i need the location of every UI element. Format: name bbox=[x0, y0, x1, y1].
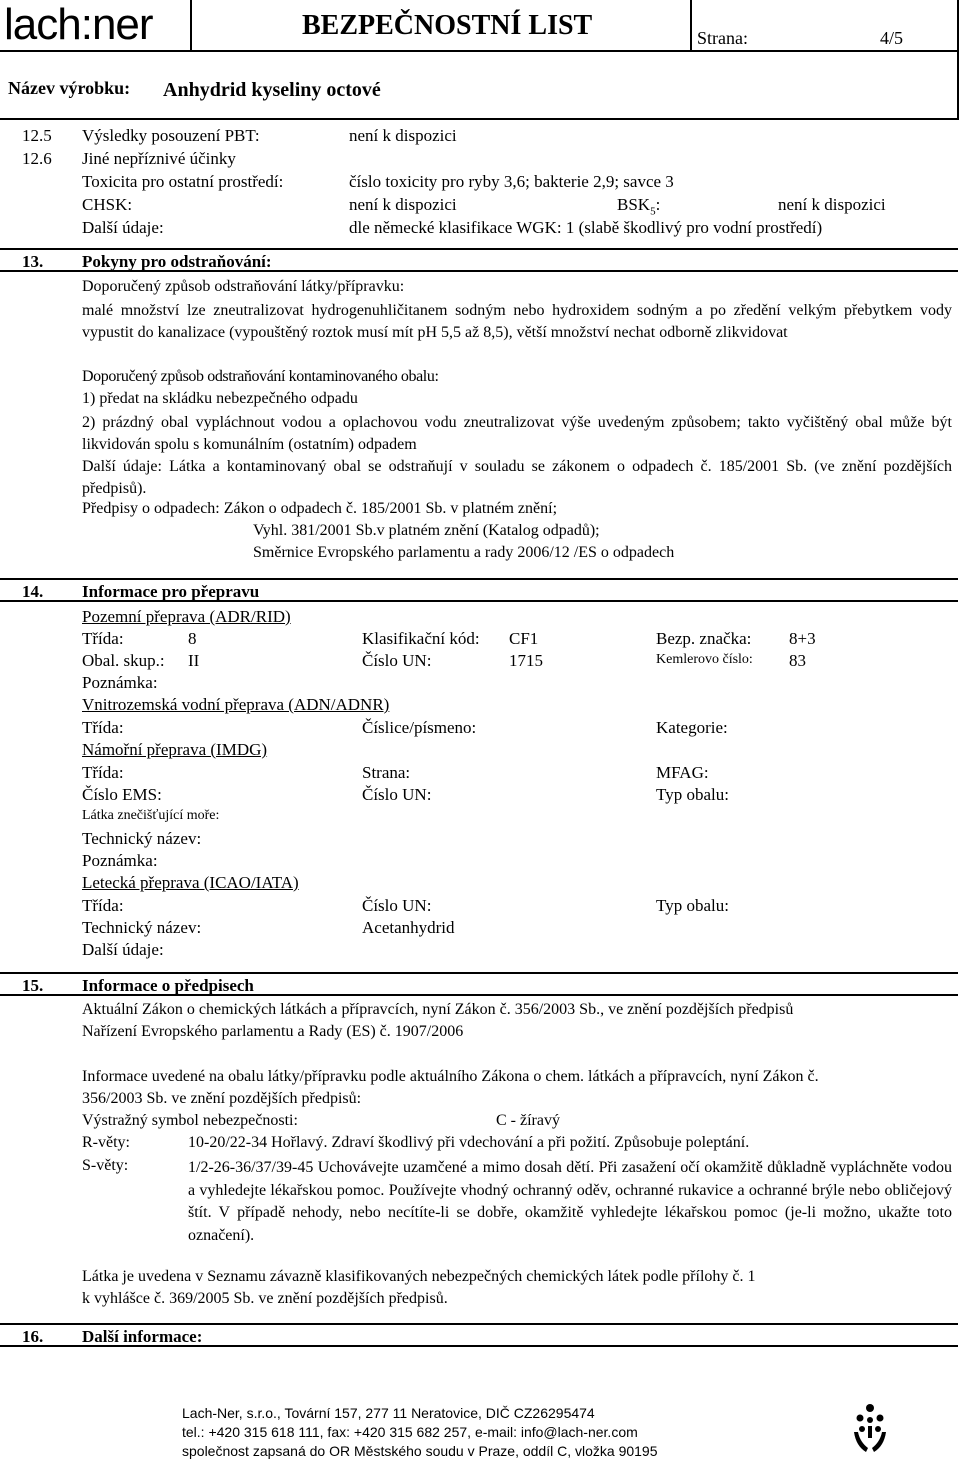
icao-un-label: Číslo UN: bbox=[362, 896, 432, 915]
footer-company-address: Lach-Ner, s.r.o., Tovární 157, 277 11 Neratovice, DIČ CZ26295474 bbox=[182, 1405, 595, 1421]
s12-6-label: Jiné nepříznivé účinky bbox=[82, 149, 236, 168]
adr-un-label: Číslo UN: bbox=[362, 651, 432, 670]
icao-title: Letecká přeprava (ICAO/IATA) bbox=[82, 873, 299, 892]
chsk-value: není k dispozici bbox=[349, 195, 457, 214]
s15-list-line2: k vyhlášce č. 369/2005 Sb. ve znění pozdějších předpisů. bbox=[82, 1290, 448, 1307]
adr-safety-label: Bezp. značka: bbox=[656, 629, 752, 648]
bsk-label bbox=[617, 195, 660, 218]
imdg-page-label: Strana: bbox=[362, 763, 411, 782]
bsk-value: není k dispozici bbox=[778, 195, 886, 214]
imdg-technical-name-label: Technický název: bbox=[82, 829, 202, 848]
r-phrases-value: 10-20/22-34 Hořlavý. Zdraví škodlivý při vdechování a při požití. Způsobuje poleptání. bbox=[188, 1134, 750, 1151]
section-16-number: 16. bbox=[22, 1327, 44, 1346]
product-bottom-rule bbox=[0, 118, 959, 120]
imdg-un-label: Číslo UN: bbox=[362, 785, 432, 804]
imdg-marine-pollutant-label: Látka znečišťující moře: bbox=[82, 808, 220, 823]
s13-decree: Vyhl. 381/2001 Sb.v platném znění (Katalog odpadů); bbox=[253, 522, 600, 539]
hazard-symbol-label: Výstražný symbol nebezpečnosti: bbox=[82, 1112, 298, 1129]
s12-5-label: Výsledky posouzení PBT: bbox=[82, 126, 260, 145]
section-13-number: 13. bbox=[22, 252, 44, 271]
s15-label-info-line1: Informace uvedené na obalu látky/přípravku podle aktuálního Zákona o chem. látkách a přípravcích, nyní Zákon č. bbox=[82, 1068, 819, 1085]
s13-substance-disposal-text: malé množství lze zneutralizovat hydrogenuhličitanem sodným nebo hydroxidem sodným a po zředění velkým přebytkem vody vypustit do kanalizace (vypouštěný roztok musí mít pH 5,5 až 8,5), větší množství nechat odborně zlikvidovat bbox=[82, 302, 952, 341]
adr-class-label: Třída: bbox=[82, 629, 124, 648]
product-name: Anhydrid kyseliny octové bbox=[163, 79, 381, 101]
section-14-number: 14. bbox=[22, 582, 44, 601]
adn-class-label: Třída: bbox=[82, 718, 124, 737]
toxicity-value: číslo toxicity pro ryby 3,6; bakterie 2,9; savce 3 bbox=[349, 172, 674, 191]
section-15-number: 15. bbox=[22, 976, 44, 995]
adn-number-letter-label: Číslice/písmeno: bbox=[362, 718, 477, 737]
page-label: Strana: bbox=[697, 28, 748, 48]
people-hands-icon bbox=[852, 1402, 888, 1456]
section-15-title: Informace o předpisech bbox=[82, 976, 254, 995]
s12-other-label: Další údaje: bbox=[82, 218, 164, 237]
toxicity-label: Toxicita pro ostatní prostředí: bbox=[82, 172, 284, 191]
adr-packing-label: Obal. skup.: bbox=[82, 651, 165, 670]
header-divider-2 bbox=[690, 0, 692, 50]
s13-packaging-disposal-label: Doporučený způsob odstraňování kontaminovaného obalu: bbox=[82, 368, 439, 385]
s12-other-value: dle německé klasifikace WGK: 1 (slabě škodlivý pro vodní prostředí) bbox=[349, 218, 823, 237]
adr-class-value: 8 bbox=[188, 629, 197, 648]
adr-classification-value: CF1 bbox=[509, 629, 539, 648]
s15-label-info-line2: 356/2003 Sb. ve znění pozdějších předpisů: bbox=[82, 1090, 362, 1107]
s13-substance-disposal-label: Doporučený způsob odstraňování látky/přípravku: bbox=[82, 278, 405, 295]
imdg-class-label: Třída: bbox=[82, 763, 124, 782]
icao-class-label: Třída: bbox=[82, 896, 124, 915]
s13-step-2: 2) prázdný obal vypláchnout vodou a oplachovou vodu zneutralizovat výše uvedeným způsobem; takto vyčištěný obal může být likvidován spolu s komunálním (ostatním) odpadem bbox=[82, 414, 952, 453]
bsk-colon: : bbox=[655, 195, 661, 214]
s-phrases-label: S-věty: bbox=[82, 1157, 129, 1174]
hazard-symbol-value: C - žíravý bbox=[496, 1112, 560, 1129]
imdg-note: Poznámka: bbox=[82, 851, 158, 870]
imdg-ems-label: Číslo EMS: bbox=[82, 785, 162, 804]
adr-kemler-label: Kemlerovo číslo: bbox=[656, 652, 753, 667]
r-phrases-label: R-věty: bbox=[82, 1134, 130, 1151]
adr-classification-label: Klasifikační kód: bbox=[362, 629, 480, 648]
imdg-mfag-label: MFAG: bbox=[656, 763, 709, 782]
adr-un-value: 1715 bbox=[509, 651, 543, 670]
header-right-border bbox=[957, 0, 959, 120]
adr-kemler-value: 83 bbox=[789, 651, 806, 670]
imdg-title: Námořní přeprava (IMDG) bbox=[82, 740, 268, 759]
s15-law-line: Aktuální Zákon o chemických látkách a přípravcích, nyní Zákon č. 356/2003 Sb., ve znění pozdějších předpisů bbox=[82, 1001, 794, 1018]
lachner-logo: lach:ner bbox=[4, 0, 153, 49]
imdg-package-type-label: Typ obalu: bbox=[656, 785, 729, 804]
bsk-text: BSK bbox=[617, 195, 651, 214]
document-title: BEZPEČNOSTNÍ LIST bbox=[302, 10, 593, 41]
adr-safety-value: 8+3 bbox=[789, 629, 816, 648]
page-number: 4/5 bbox=[880, 28, 904, 48]
chsk-label: CHSK: bbox=[82, 195, 133, 214]
s12-5-value: není k dispozici bbox=[349, 126, 457, 145]
adr-title: Pozemní přeprava (ADR/RID) bbox=[82, 607, 291, 626]
adn-title: Vnitrozemská vodní přeprava (ADN/ADNR) bbox=[82, 695, 390, 714]
footer-registration: společnost zapsaná do OR Městského soudu v Praze, oddíl C, vložka 90195 bbox=[182, 1443, 658, 1459]
s13-waste-regulations: Předpisy o odpadech: Zákon o odpadech č. 185/2001 Sb. v platném znění; bbox=[82, 500, 558, 517]
footer-contact: tel.: +420 315 618 111, fax: +420 315 682 257, e-mail: info@lach-ner.com bbox=[182, 1424, 638, 1440]
s-phrases-value: 1/2-26-36/37/39-45 Uchovávejte uzamčené a mimo dosah dětí. Při zasažení očí okamžitě důkladně vypláchněte vodou a vyhledejte lékařskou pomoc. Používejte vhodný ochranný oděv, ochranné rukavice a ochranné brýle nebo obličejový štít. V případě nehody, nebo necítíte-li se dobře, okamžitě vyhledejte lékařskou pomoc (je-li možno, ukažte toto označení). bbox=[188, 1159, 952, 1244]
icao-package-type-label: Typ obalu: bbox=[656, 896, 729, 915]
icao-other-info: Další údaje: bbox=[82, 940, 164, 959]
adr-packing-value: II bbox=[188, 651, 200, 670]
s13-other-info: Další údaje: Látka a kontaminovaný obal se odstraňují v souladu se zákonem o odpadech č. 185/2001 Sb. (ve znění pozdějších předpisů). bbox=[82, 458, 952, 497]
icao-technical-name-label: Technický název: bbox=[82, 918, 202, 937]
s13-directive: Směrnice Evropského parlamentu a rady 2006/12 /ES o odpadech bbox=[253, 544, 675, 561]
s12-5-number: 12.5 bbox=[22, 126, 52, 145]
header-divider-1 bbox=[190, 0, 192, 50]
icao-technical-name-value: Acetanhydrid bbox=[362, 918, 455, 937]
s15-list-line1: Látka je uvedena v Seznamu závazně klasifikovaných nebezpečných chemických látek podle přílohy č. 1 bbox=[82, 1268, 756, 1285]
adr-note: Poznámka: bbox=[82, 673, 158, 692]
adn-category-label: Kategorie: bbox=[656, 718, 728, 737]
product-label: Název výrobku: bbox=[8, 78, 131, 98]
s12-6-number: 12.6 bbox=[22, 149, 52, 168]
s13-step-1: 1) předat na skládku nebezpečného odpadu bbox=[82, 390, 358, 407]
section-14-title: Informace pro přepravu bbox=[82, 582, 260, 601]
section-16-title: Další informace: bbox=[82, 1327, 203, 1346]
section-13-title: Pokyny pro odstraňování: bbox=[82, 252, 272, 271]
s15-regulation-line: Nařízení Evropského parlamentu a Rady (ES) č. 1907/2006 bbox=[82, 1023, 464, 1040]
bsk-subscript: 5 bbox=[650, 205, 656, 218]
